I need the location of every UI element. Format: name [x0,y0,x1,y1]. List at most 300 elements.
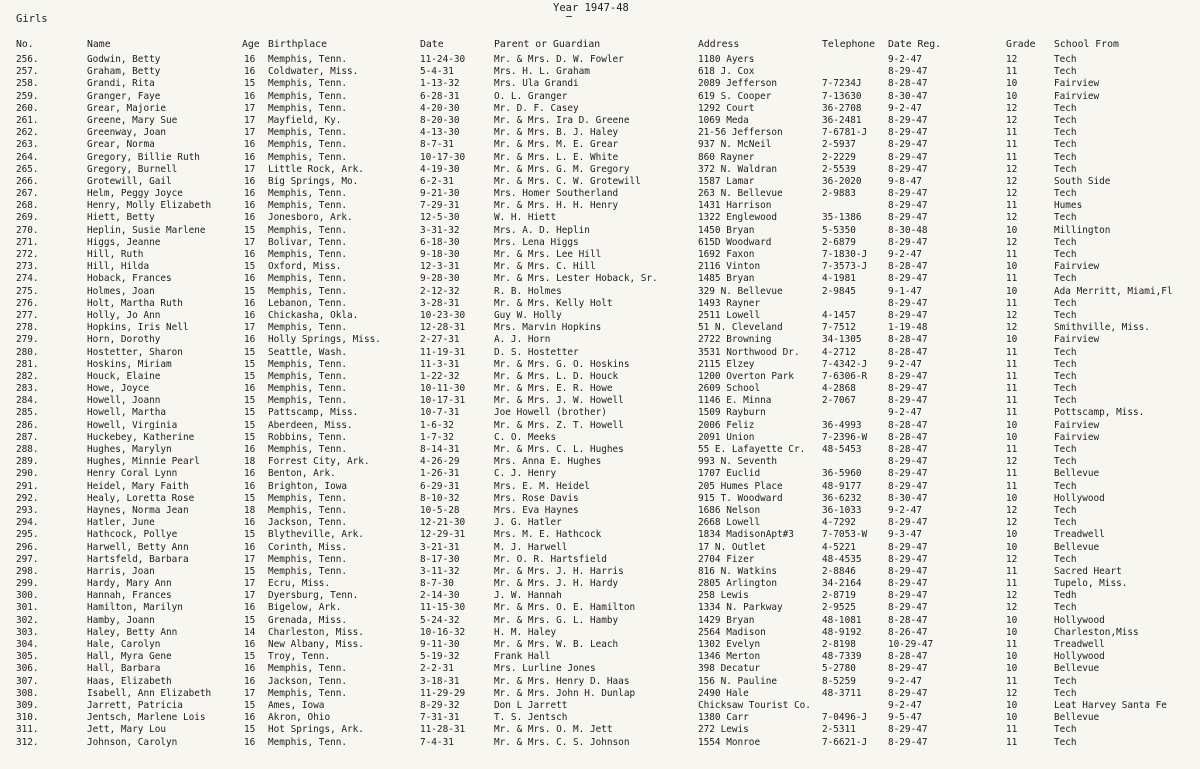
school-from-cell: Tech [1054,504,1077,516]
birthplace-cell: Memphis, Tenn. [268,663,348,675]
student-name-cell: Holmes, Joan [87,285,155,297]
student-name-cell: Howe, Joyce [87,383,150,395]
parent-guardian-cell: Mr. & Mrs. J. H. Harris [494,565,624,577]
parent-guardian-cell: Mr. & Mrs. B. J. Haley [494,127,619,139]
entry-number-cell: 269. [16,212,39,224]
birthplace-cell: Coldwater, Miss. [268,66,359,78]
grade-cell: 11 [1006,639,1018,650]
birth-date-cell: 3-18-31 [420,675,460,687]
birthplace-cell: Forrest City, Ark. [268,456,370,468]
grade-cell: 10 [1006,651,1018,663]
telephone-cell: 7-6781-J [822,127,868,139]
student-name-cell: Higgs, Jeanne [87,236,161,248]
parent-guardian-cell: Mr. & Mrs. Kelly Holt [494,297,613,309]
birth-date-cell: 1-6-32 [420,419,454,431]
school-from-cell: Tech [1054,139,1077,151]
birthplace-cell: Akron, Ohio [268,712,331,724]
address-cell: 2490 Hale [698,687,749,699]
student-name-cell: Hopkins, Iris Nell [87,322,189,334]
birth-date-cell: 8-29-32 [420,699,460,711]
address-cell: 816 N. Watkins [698,565,778,577]
table-row [0,261,1200,273]
student-name-cell: Granger, Faye [87,90,161,102]
entry-number-cell: 296. [16,541,39,553]
age-cell: 16 [244,736,256,748]
date-registered-cell: 8-29-47 [888,395,928,407]
school-from-cell: Tech [1054,212,1077,224]
student-name-cell: Greene, Mary Sue [87,114,178,126]
date-registered-cell: 8-29-47 [888,114,928,126]
age-cell: 15 [244,358,256,370]
address-cell: 2805 Arlington [698,578,778,590]
school-from-cell: Tech [1054,383,1077,395]
telephone-cell: 36-2020 [822,175,862,187]
age-cell: 16 [244,675,256,687]
student-name-cell: Gregory, Burnell [87,163,178,175]
address-cell: 21-56 Jefferson [698,127,783,139]
birthplace-cell: Memphis, Tenn. [268,90,348,102]
entry-number-cell: 303. [16,626,39,638]
birth-date-cell: 4-20-30 [420,102,460,114]
student-name-cell: Jarrett, Patricia [87,699,183,711]
table-row [0,273,1200,285]
birth-date-cell: 12-21-30 [420,517,466,529]
parent-guardian-cell: Mr. & Mrs. Ira D. Greene [494,114,630,126]
student-name-cell: Hardy, Mary Ann [87,578,172,590]
age-cell: 15 [244,285,256,297]
school-from-cell: Fairview [1054,334,1100,346]
date-registered-cell: 8-28-47 [888,651,928,663]
grade-cell: 11 [1006,66,1018,78]
age-cell: 15 [244,78,256,90]
telephone-cell: 48-3711 [822,687,862,699]
address-cell: 1509 Rayburn [698,407,766,419]
date-registered-cell: 8-29-47 [888,139,928,151]
student-name-cell: Haynes, Norma Jean [87,504,189,516]
grade-cell: 11 [1006,383,1018,395]
parent-guardian-cell: Mr. & Mrs. Lester Hoback, Sr. [494,273,658,285]
address-cell: 1380 Carr [698,712,749,724]
age-cell: 15 [244,346,256,358]
birth-date-cell: 3-21-31 [420,541,460,553]
birthplace-cell: Seattle, Wash. [268,346,348,358]
age-cell: 15 [244,614,256,626]
grade-cell: 11 [1006,565,1018,577]
date-registered-cell: 10-29-47 [888,639,934,650]
entry-number-cell: 259. [16,90,39,102]
table-row [0,737,1200,749]
parent-guardian-cell: Joe Howell (brother) [494,407,607,419]
entry-number-cell: 285. [16,407,39,419]
telephone-cell: 4-2712 [822,346,856,358]
parent-guardian-cell: Mr. & Mrs. Z. T. Howell [494,419,624,431]
birth-date-cell: 11-29-29 [420,687,466,699]
school-from-cell: Tech [1054,151,1077,163]
telephone-cell: 7-7234J [822,78,862,90]
table-row [0,225,1200,237]
telephone-cell: 2-6879 [822,236,856,248]
address-cell: 329 N. Bellevue [698,285,783,297]
address-cell: 1322 Englewood [698,212,778,224]
birth-date-cell: 11-19-31 [420,346,466,358]
student-name-cell: Hannah, Frances [87,590,172,602]
date-registered-cell: 9-2-47 [888,102,922,114]
header-date-reg: Date Reg. [888,39,942,50]
birthplace-cell: Big Springs, Mo. [268,175,359,187]
student-name-cell: Grear, Norma [87,139,155,151]
age-cell: 16 [244,66,256,78]
age-cell: 16 [244,249,256,260]
divider-mark [566,16,572,17]
telephone-cell: 4-5221 [822,541,856,553]
student-name-cell: Jentsch, Marlene Lois [87,712,206,724]
date-registered-cell: 8-29-47 [888,151,928,163]
address-cell: 272 Lewis [698,724,749,736]
birthplace-cell: Memphis, Tenn. [268,565,348,577]
birth-date-cell: 10-16-32 [420,626,466,638]
telephone-cell: 48-9192 [822,626,862,638]
grade-cell: 12 [1006,175,1018,187]
age-cell: 16 [244,90,256,102]
header-name: Name [87,39,111,50]
address-cell: 1200 Overton Park [698,370,794,382]
grade-cell: 11 [1006,139,1018,151]
school-from-cell: Fairview [1054,90,1100,102]
birthplace-cell: Memphis, Tenn. [268,151,348,163]
entry-number-cell: 290. [16,468,39,480]
age-cell: 15 [244,407,256,419]
birth-date-cell: 10-17-30 [420,151,466,163]
date-registered-cell: 8-29-47 [888,724,928,736]
birth-date-cell: 9-11-30 [420,639,460,650]
school-from-cell: Tech [1054,602,1077,614]
entry-number-cell: 264. [16,151,39,163]
date-registered-cell: 8-28-47 [888,334,928,346]
school-from-cell: Fairview [1054,78,1100,90]
entry-number-cell: 272. [16,249,39,260]
school-from-cell: Hollywood [1054,492,1105,504]
birth-date-cell: 12-29-31 [420,529,466,541]
birth-date-cell: 3-31-32 [420,224,460,236]
address-cell: 1069 Meda [698,114,749,126]
student-name-cell: Hale, Carolyn [87,639,161,650]
grade-cell: 11 [1006,249,1018,260]
student-name-cell: Hoskins, Miriam [87,358,172,370]
entry-number-cell: 278. [16,322,39,334]
student-name-cell: Harwell, Betty Ann [87,541,189,553]
table-row [0,627,1200,639]
parent-guardian-cell: M. J. Harwell [494,541,568,553]
address-cell: 372 N. Waldran [698,163,778,175]
age-cell: 16 [244,480,256,492]
parent-guardian-cell: Guy W. Holly [494,309,562,321]
school-from-cell: Tech [1054,297,1077,309]
date-registered-cell: 9-2-47 [888,54,922,65]
date-registered-cell: 8-30-47 [888,492,928,504]
parent-guardian-cell: W. H. Hiett [494,212,557,224]
parent-guardian-cell: J. W. Hannah [494,590,562,602]
header-birthplace: Birthplace [268,39,327,50]
table-row [0,663,1200,675]
parent-guardian-cell: H. M. Haley [494,626,557,638]
grade-cell: 12 [1006,309,1018,321]
telephone-cell: 2-5539 [822,163,856,175]
table-row [0,164,1200,176]
student-name-cell: Hatler, June [87,517,155,529]
table-row [0,91,1200,103]
year-heading: Year 1947-48 [553,2,629,14]
school-from-cell: Bellevue [1054,468,1100,480]
table-row [0,615,1200,627]
entry-number-cell: 256. [16,54,39,65]
entry-number-cell: 307. [16,675,39,687]
grade-cell: 11 [1006,407,1018,419]
birth-date-cell: 9-18-30 [420,249,460,260]
age-cell: 16 [244,383,256,395]
parent-guardian-cell: Mr. & Mrs. J. W. Howell [494,395,624,407]
telephone-cell: 2-8846 [822,565,856,577]
age-cell: 17 [244,578,256,590]
birth-date-cell: 2-12-32 [420,285,460,297]
telephone-cell: 7-13630 [822,90,862,102]
entry-number-cell: 308. [16,687,39,699]
birth-date-cell: 12-28-31 [420,322,466,334]
student-name-cell: Henry, Molly Elizabeth [87,200,212,212]
birthplace-cell: Memphis, Tenn. [268,139,348,151]
date-registered-cell: 8-30-48 [888,224,928,236]
grade-cell: 11 [1006,151,1018,163]
birth-date-cell: 1-13-32 [420,78,460,90]
student-name-cell: Huckebey, Katherine [87,431,195,443]
birth-date-cell: 6-29-31 [420,480,460,492]
grade-cell: 12 [1006,456,1018,468]
birth-date-cell: 10-7-31 [420,407,460,419]
school-from-cell: Tech [1054,54,1077,65]
student-name-cell: Houck, Elaine [87,370,161,382]
parent-guardian-cell: Mrs. Homer Southerland [494,188,619,200]
address-cell: 1707 Euclid [698,468,761,480]
telephone-cell: 2-5937 [822,139,856,151]
telephone-cell: 48-7339 [822,651,862,663]
age-cell: 17 [244,114,256,126]
address-cell: 937 N. McNeil [698,139,772,151]
telephone-cell: 5-5350 [822,224,856,236]
school-from-cell: Hollywood [1054,614,1105,626]
entry-number-cell: 280. [16,346,39,358]
school-from-cell: Hollywood [1054,651,1105,663]
age-cell: 16 [244,468,256,480]
school-from-cell: Fairview [1054,419,1100,431]
age-cell: 17 [244,322,256,334]
birth-date-cell: 5-19-32 [420,651,460,663]
birthplace-cell: Oxford, Miss. [268,261,342,273]
school-from-cell: Treadwell [1054,639,1105,650]
entry-number-cell: 279. [16,334,39,346]
age-cell: 16 [244,712,256,724]
age-cell: 16 [244,54,256,65]
address-cell: 615D Woodward [698,236,772,248]
age-cell: 16 [244,151,256,163]
age-cell: 16 [244,334,256,346]
telephone-cell: 34-1305 [822,334,862,346]
address-cell: 1146 E. Minna [698,395,772,407]
age-cell: 14 [244,626,256,638]
birth-date-cell: 1-26-31 [420,468,460,480]
date-registered-cell: 9-2-47 [888,249,922,260]
parent-guardian-cell: T. S. Jentsch [494,712,568,724]
student-name-cell: Grandi, Rita [87,78,155,90]
student-name-cell: Hartsfeld, Barbara [87,553,189,565]
school-from-cell: Tech [1054,517,1077,529]
birth-date-cell: 12-5-30 [420,212,460,224]
school-from-cell: Tech [1054,114,1077,126]
entry-number-cell: 294. [16,517,39,529]
age-cell: 18 [244,456,256,468]
student-name-cell: Haley, Betty Ann [87,626,178,638]
grade-cell: 10 [1006,431,1018,443]
birthplace-cell: Memphis, Tenn. [268,200,348,212]
date-registered-cell: 8-29-47 [888,468,928,480]
date-registered-cell: 8-28-47 [888,261,928,273]
address-cell: 1431 Harrison [698,200,772,212]
age-cell: 16 [244,663,256,675]
telephone-cell: 7-6621-J [822,736,868,748]
birthplace-cell: Memphis, Tenn. [268,358,348,370]
school-from-cell: Tech [1054,66,1077,78]
address-cell: 1692 Faxon [698,249,755,260]
parent-guardian-cell: Mr. & Mrs. G. O. Hoskins [494,358,630,370]
header-no: No. [16,39,34,50]
entry-number-cell: 270. [16,224,39,236]
birthplace-cell: Grenada, Miss. [268,614,348,626]
birthplace-cell: Memphis, Tenn. [268,102,348,114]
birth-date-cell: 11-24-30 [420,54,466,65]
entry-number-cell: 292. [16,492,39,504]
parent-guardian-cell: Mrs. Eva Haynes [494,504,579,516]
school-from-cell: Bellevue [1054,712,1100,724]
date-registered-cell: 8-29-47 [888,297,928,309]
birthplace-cell: Benton, Ark. [268,468,336,480]
table-row [0,371,1200,383]
student-name-cell: Howell, Virginia [87,419,178,431]
header-parent: Parent or Guardian [494,39,601,50]
birthplace-cell: Memphis, Tenn. [268,322,348,334]
student-name-cell: Healy, Loretta Rose [87,492,195,504]
address-cell: 2006 Feliz [698,419,755,431]
table-row [0,432,1200,444]
parent-guardian-cell: Frank Hall [494,651,551,663]
parent-guardian-cell: Mr. & Mrs. H. H. Henry [494,200,619,212]
birthplace-cell: Memphis, Tenn. [268,383,348,395]
entry-number-cell: 297. [16,553,39,565]
address-cell: 51 N. Cleveland [698,322,783,334]
grade-cell: 10 [1006,699,1018,711]
telephone-cell: 48-5453 [822,444,862,455]
school-from-cell: Tech [1054,127,1077,139]
table-row [0,310,1200,322]
birth-date-cell: 10-17-31 [420,395,466,407]
age-cell: 16 [244,639,256,650]
age-cell: 16 [244,188,256,200]
telephone-cell: 7-6306-R [822,370,868,382]
date-registered-cell: 8-29-47 [888,687,928,699]
birthplace-cell: Memphis, Tenn. [268,285,348,297]
parent-guardian-cell: O. L. Granger [494,90,568,102]
grade-cell: 10 [1006,541,1018,553]
birthplace-cell: Bigelow, Ark. [268,602,342,614]
grade-cell: 10 [1006,529,1018,541]
date-registered-cell: 8-29-47 [888,200,928,212]
table-row [0,395,1200,407]
birthplace-cell: Corinth, Miss. [268,541,348,553]
address-cell: 2564 Madison [698,626,766,638]
entry-number-cell: 284. [16,395,39,407]
parent-guardian-cell: C. O. Meeks [494,431,557,443]
birth-date-cell: 7-29-31 [420,200,460,212]
student-name-cell: Howell, Martha [87,407,167,419]
address-cell: 2668 Lowell [698,517,761,529]
school-from-cell: Tech [1054,309,1077,321]
telephone-cell: 8-5259 [822,675,856,687]
table-row [0,127,1200,139]
parent-guardian-cell: Mr. & Mrs. G. L. Hamby [494,614,619,626]
telephone-cell: 48-9177 [822,480,862,492]
age-cell: 16 [244,273,256,285]
address-cell: 2116 Vinton [698,261,761,273]
table-row [0,517,1200,529]
school-from-cell: South Side [1054,175,1111,187]
telephone-cell: 36-6232 [822,492,862,504]
student-name-cell: Hughes, Minnie Pearl [87,456,200,468]
date-registered-cell: 8-29-47 [888,127,928,139]
table-row [0,200,1200,212]
student-name-cell: Harris, Joan [87,565,155,577]
school-from-cell: Tech [1054,273,1077,285]
grade-cell: 12 [1006,212,1018,224]
school-from-cell: Tech [1054,736,1077,748]
parent-guardian-cell: Mr. & Mrs. M. E. Grear [494,139,619,151]
address-cell: 618 J. Cox [698,66,755,78]
grade-cell: 10 [1006,224,1018,236]
date-registered-cell: 8-26-47 [888,626,928,638]
grade-cell: 11 [1006,200,1018,212]
entry-number-cell: 257. [16,66,39,78]
table-row [0,212,1200,224]
date-registered-cell: 9-8-47 [888,175,922,187]
school-from-cell: Tupelo, Miss. [1054,578,1128,590]
telephone-cell: 4-7292 [822,517,856,529]
school-from-cell: Tech [1054,553,1077,565]
grade-cell: 11 [1006,127,1018,139]
grade-cell: 10 [1006,78,1018,90]
age-cell: 17 [244,553,256,565]
address-cell: 1180 Ayers [698,54,755,65]
parent-guardian-cell: Mr. & Mrs. W. B. Leach [494,639,619,650]
parent-guardian-cell: Mrs. E. M. Heidel [494,480,590,492]
telephone-cell: 35-1386 [822,212,862,224]
birth-date-cell: 8-10-32 [420,492,460,504]
student-name-cell: Grotewill, Gail [87,175,172,187]
student-name-cell: Hall, Barbara [87,663,161,675]
grade-cell: 11 [1006,370,1018,382]
entry-number-cell: 298. [16,565,39,577]
parent-guardian-cell: Mr. & Mrs. John H. Dunlap [494,687,636,699]
telephone-cell: 7-4342-J [822,358,868,370]
parent-guardian-cell: Mr. & Mrs. C. Hill [494,261,596,273]
grade-cell: 12 [1006,102,1018,114]
table-row [0,249,1200,261]
school-from-cell: Tech [1054,358,1077,370]
